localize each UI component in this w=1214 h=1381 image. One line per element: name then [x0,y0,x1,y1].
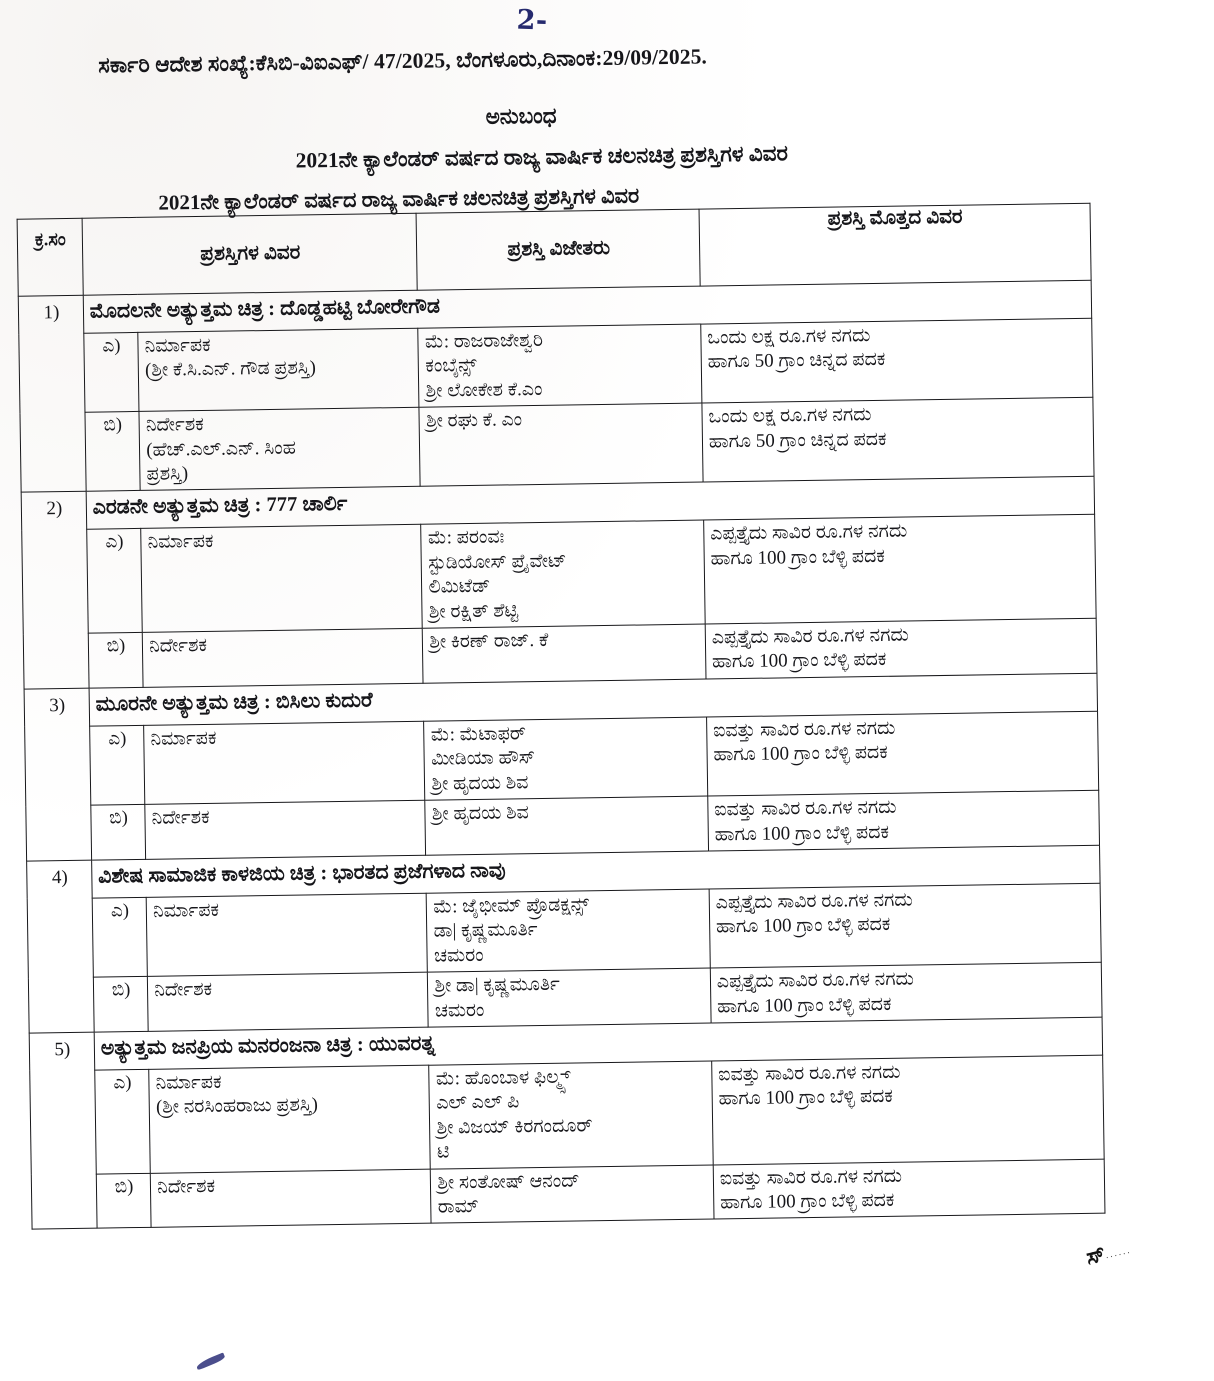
header-award-details: ಪ್ರಶಸ್ತಿಗಳ ವಿವರ [82,213,418,295]
cell-role [141,525,423,633]
cell-winner [423,624,706,683]
cell-amount [709,883,1101,968]
cell-subrow-label: ಎ) [92,897,148,977]
cell-amount-line: ಐವತ್ತು ಸಾವಿರ ರೂ.ಗಳ ನಗದು [718,1061,901,1086]
cell-winner [425,796,708,855]
cell-role-line: ನಿರ್ಮಾಪಕ [150,727,217,750]
cell-subrow-label: ಎ) [84,332,140,412]
cell-role [148,972,429,1031]
cell-winner-line: ಶ್ರೀ ಸಂತೋಷ್ ಆನಂದ್ [437,1170,580,1194]
cell-amount-line: ಐವತ್ತು ಸಾವಿರ ರೂ.ಗಳ ನಗದು [714,796,897,821]
cell-winner [418,324,702,407]
cell-role [144,721,425,804]
cell-category-title: ಮೂರನೇ ಅತ್ಯುತ್ತಮ ಚಿತ್ರ : ಬಿಸಿಲು ಕುದುರೆ [89,673,1098,726]
annexure-heading: ಅನುಬಂಧ [485,103,557,129]
cell-category-title: ಅತ್ಯುತ್ತಮ ಜನಪ್ರಿಯ ಮನರಂಜನಾ ಚಿತ್ರ : ಯುವರತ್ನ [94,1017,1103,1070]
cell-role-line: (ಹೆಚ್.ಎಲ್.ಎನ್. ಸಿಂಹ [146,437,297,461]
cell-category-title: ಮೊದಲನೇ ಅತ್ಯುತ್ತಮ ಚಿತ್ರ : ದೊಡ್ಡಹಟ್ಟಿ ಬೋರೇಗೌಡ [83,280,1092,333]
cell-sl-no: 5) [29,1032,97,1229]
cell-winner-line: ಟಿ [436,1141,450,1163]
header-amount-details: ಪ್ರಶಸ್ತಿ ಮೊತ್ತದ ವಿವರ [699,203,1091,286]
cell-winner-line: ಶ್ರೀ ವಿಜಯ್ ಕಿರಗಂದೂರ್ [436,1115,593,1139]
cell-winner [424,717,708,800]
awards-table-body [17,203,1105,1229]
cell-winner-line: ಶ್ರೀ ಲೋಕೇಶ ಕೆ.ಎಂ [425,378,543,402]
cell-winner [421,520,705,628]
table-subrow [30,1055,1104,1175]
cell-winner-line: ಡಾ| ಕೃಷ್ಣಮೂರ್ತಿ [433,919,538,942]
cell-amount-line: ಎಪ್ಪತ್ತೈದು ಸಾವಿರ ರೂ.ಗಳ ನಗದು [711,624,909,649]
cell-role [149,1065,431,1173]
cell-winner [419,403,703,486]
cell-role-line: (ಶ್ರೀ ಕೆ.ಸಿ.ಎನ್. ಗೌಡ ಪ್ರಶಸ್ತಿ) [144,357,316,382]
cell-winner-line: ಚಮರಂ [434,999,485,1022]
cell-role-line: ಪ್ರಶಸ್ತಿ) [146,463,189,485]
cell-sl-no: 1) [18,295,86,492]
header-sl-no: ಕ್ರ.ಸಂ [17,218,83,296]
cell-winner-line: ಚಮರಂ [433,944,484,967]
cell-winner-line: ಸ್ಟುಡಿಯೋಸ್ ಪ್ರೈವೇಟ್ [428,550,567,574]
table-title: 2021ನೇ ಕ್ಯಾಲೆಂಡರ್ ವರ್ಷದ ರಾಜ್ಯ ವಾರ್ಷಿಕ ಚಲನಚಿತ್ರ ಪ್ರಶಸ್ತಿಗಳ ವಿವರ [158,183,640,215]
document-subtitle: 2021ನೇ ಕ್ಯಾಲೆಂಡರ್ ವರ್ಷದ ರಾಜ್ಯ ವಾರ್ಷಿಕ ಚಲನಚಿತ್ರ ಪ್ರಶಸ್ತಿಗಳ ವಿವರ [295,141,789,173]
table-subrow [22,515,1096,635]
cell-role-line: ನಿರ್ಮಾಪಕ [155,1071,222,1094]
cell-winner [431,1165,714,1224]
cell-winner-line: ಮೆ: ಹೊಂಬಾಳ ಫಿಲ್ಮ್ಸ್ [435,1066,571,1090]
cell-amount-line: ಹಾಗೂ 100 ಗ್ರಾಂ ಬೆಳ್ಳಿ ಪದಕ [718,1086,894,1110]
cell-winner-line: ಮೆ: ಜೈಭೀಮ್ ಪ್ರೊಡಕ್ಷನ್ಸ್ [433,894,590,918]
cell-subrow-label: ಬಿ) [96,1173,151,1229]
cell-role-line: (ಶ್ರೀ ನರಸಿಂಹರಾಜು ಪ್ರಶಸ್ತಿ) [155,1094,319,1119]
cell-subrow-label: ಎ) [89,725,145,805]
awards-table [17,203,1106,1230]
cell-winner [427,889,711,972]
cell-sl-no: 4) [27,860,94,1033]
cell-amount [703,515,1096,624]
cell-role [139,407,420,490]
cell-amount [705,618,1097,679]
cell-category-title: ವಿಶೇಷ ಸಾಮಾಜಿಕ ಕಾಳಜಿಯ ಚಿತ್ರ : ಭಾರತದ ಪ್ರಜೆಗಳಾದ ನಾವು [91,845,1100,898]
cell-role-line: ನಿರ್ಮಾಪಕ [144,334,211,357]
cell-winner-line: ಶ್ರೀ ರಕ್ಷಿತ್ ಶೆಟ್ಟಿ [428,599,519,623]
signature-glyph: ಸ್ [1083,1241,1108,1271]
cell-amount-line: ಹಾಗೂ 100 ಗ್ರಾಂ ಬೆಳ್ಳಿ ಪದಕ [717,993,892,1017]
cell-amount [712,1055,1105,1164]
cell-winner-line: ಕಂಬೈನ್ಸ್ [425,355,477,378]
cell-role-line: ನಿರ್ಮಾಪಕ [152,899,220,922]
cell-amount-line: ಎಪ್ಪತ್ತೈದು ಸಾವಿರ ರೂ.ಗಳ ನಗದು [710,520,908,545]
cell-role-line: ನಿರ್ದೇಶಕ [151,807,210,829]
cell-subrow-label: ಎ) [95,1069,151,1173]
cell-role-line: ನಿರ್ದೇಶಕ [154,979,213,1001]
cell-amount-line: ಹಾಗೂ 50 ಗ್ರಾಂ ಚಿನ್ನದ ಪದಕ [708,428,887,453]
cell-role [145,800,426,859]
header-winners: ಪ್ರಶಸ್ತಿ ವಿಜೇತರು [417,209,700,290]
cell-subrow-label: ಬಿ) [85,412,141,492]
cell-amount [708,790,1100,851]
cell-winner-line: ಶ್ರೀ ರಘು ಕೆ. ಎಂ [425,409,523,432]
cell-amount-line: ಒಂದು ಲಕ್ಷ ರೂ.ಗಳ ನಗದು [707,325,871,349]
cell-subrow-label: ಬಿ) [88,632,143,688]
cell-amount [710,962,1102,1023]
cell-role [138,328,419,411]
cell-role-line: ನಿರ್ದೇಶಕ [157,1175,216,1198]
cell-amount-line: ಐವತ್ತು ಸಾವಿರ ರೂ.ಗಳ ನಗದು [712,717,896,742]
cell-winner-line: ಮೀಡಿಯಾ ಹೌಸ್ [430,747,536,770]
cell-winner-line: ರಾಮ್ [437,1195,479,1218]
cell-role-line: ನಿರ್ದೇಶಕ [149,634,208,657]
signature-dots: ...... [1104,1245,1133,1262]
cell-role-line: ನಿರ್ಮಾಪಕ [147,531,214,554]
cell-amount [701,318,1093,403]
cell-winner-line: ಲಿಮಿಟೆಡ್ [428,575,491,598]
cell-sl-no: 2) [21,492,89,689]
cell-amount-line: ಹಾಗೂ 100 ಗ್ರಾಂ ಬೆಳ್ಳಿ ಪದಕ [714,821,890,845]
cell-role-line: ನಿರ್ದೇಶಕ [145,414,204,437]
government-order-number: ಸರ್ಕಾರಿ ಆದೇಶ ಸಂಖ್ಯೆ:ಕೆಸಿಬಿ-ವಿಐಎಫ್/ 47/2025, ಬೆಂಗಳೂರು,ದಿನಾಂಕ:29/09/2025. [98,44,708,78]
cell-winner [428,968,711,1027]
cell-sl-no: 3) [24,688,91,861]
cell-amount [706,711,1098,796]
cell-winner [429,1061,713,1169]
cell-category-title: ಎರಡನೇ ಅತ್ಯುತ್ತಮ ಚಿತ್ರ : 777 ಚಾರ್ಲಿ [86,477,1095,530]
cell-winner-line: ಮೆ: ರಾಜರಾಜೇಶ್ವರಿ [424,329,544,353]
handwritten-signature-mark [1084,1236,1133,1270]
cell-winner-line: ಶ್ರೀ ಹೃದಯ ಶಿವ [431,802,529,825]
cell-amount [713,1159,1105,1220]
cell-subrow-label: ಎ) [87,529,143,633]
cell-winner-line: ಎಲ್ ಎಲ್ ಪಿ [436,1091,520,1114]
cell-winner-line: ಶ್ರೀ ಕಿರಣ್ ರಾಜ್. ಕೆ [429,629,549,653]
cell-amount-line: ಹಾಗೂ 100 ಗ್ರಾಂ ಬೆಳ್ಳಿ ಪದಕ [715,914,891,938]
cell-amount-line: ಎಪ್ಪತ್ತೈದು ಸಾವಿರ ರೂ.ಗಳ ನಗದು [715,889,913,914]
cell-amount-line: ಹಾಗೂ 100 ಗ್ರಾಂ ಬೆಳ್ಳಿ ಪದಕ [711,649,887,673]
cell-role [150,1169,431,1228]
cell-winner-line: ಮೆ: ಮೆಟಾಫರ್ [430,723,527,746]
cell-winner-line: ಶ್ರೀ ಡಾ| ಕೃಷ್ಣಮೂರ್ತಿ [434,973,560,997]
handwritten-page-number: 2- [516,4,549,37]
cell-subrow-label: ಬಿ) [93,976,148,1032]
cell-role [142,628,423,687]
cell-amount-line: ಎಪ್ಪತ್ತೈದು ಸಾವಿರ ರೂ.ಗಳ ನಗದು [716,968,914,993]
cell-amount-line: ಒಂದು ಲಕ್ಷ ರೂ.ಗಳ ನಗದು [708,404,872,428]
ink-smudge-mark [195,1352,225,1370]
cell-amount-line: ಹಾಗೂ 100 ಗ್ರಾಂ ಬೆಳ್ಳಿ ಪದಕ [713,742,888,766]
cell-amount-line: ಹಾಗೂ 100 ಗ್ರಾಂ ಬೆಳ್ಳಿ ಪದಕ [719,1189,895,1214]
cell-winner-line: ಶ್ರೀ ಹೃದಯ ಶಿವ [431,771,529,795]
cell-amount-line: ಹಾಗೂ 100 ಗ್ರಾಂ ಬೆಳ್ಳಿ ಪದಕ [710,545,886,570]
cell-amount [702,397,1094,482]
cell-amount-line: ಹಾಗೂ 50 ಗ್ರಾಂ ಚಿನ್ನದ ಪದಕ [707,349,886,373]
cell-subrow-label: ಬಿ) [91,804,146,860]
cell-role [146,893,427,976]
cell-winner-line: ಮೆ: ಪರಂವಃ [427,526,505,550]
cell-amount-line: ಐವತ್ತು ಸಾವಿರ ರೂ.ಗಳ ನಗದು [719,1165,903,1189]
